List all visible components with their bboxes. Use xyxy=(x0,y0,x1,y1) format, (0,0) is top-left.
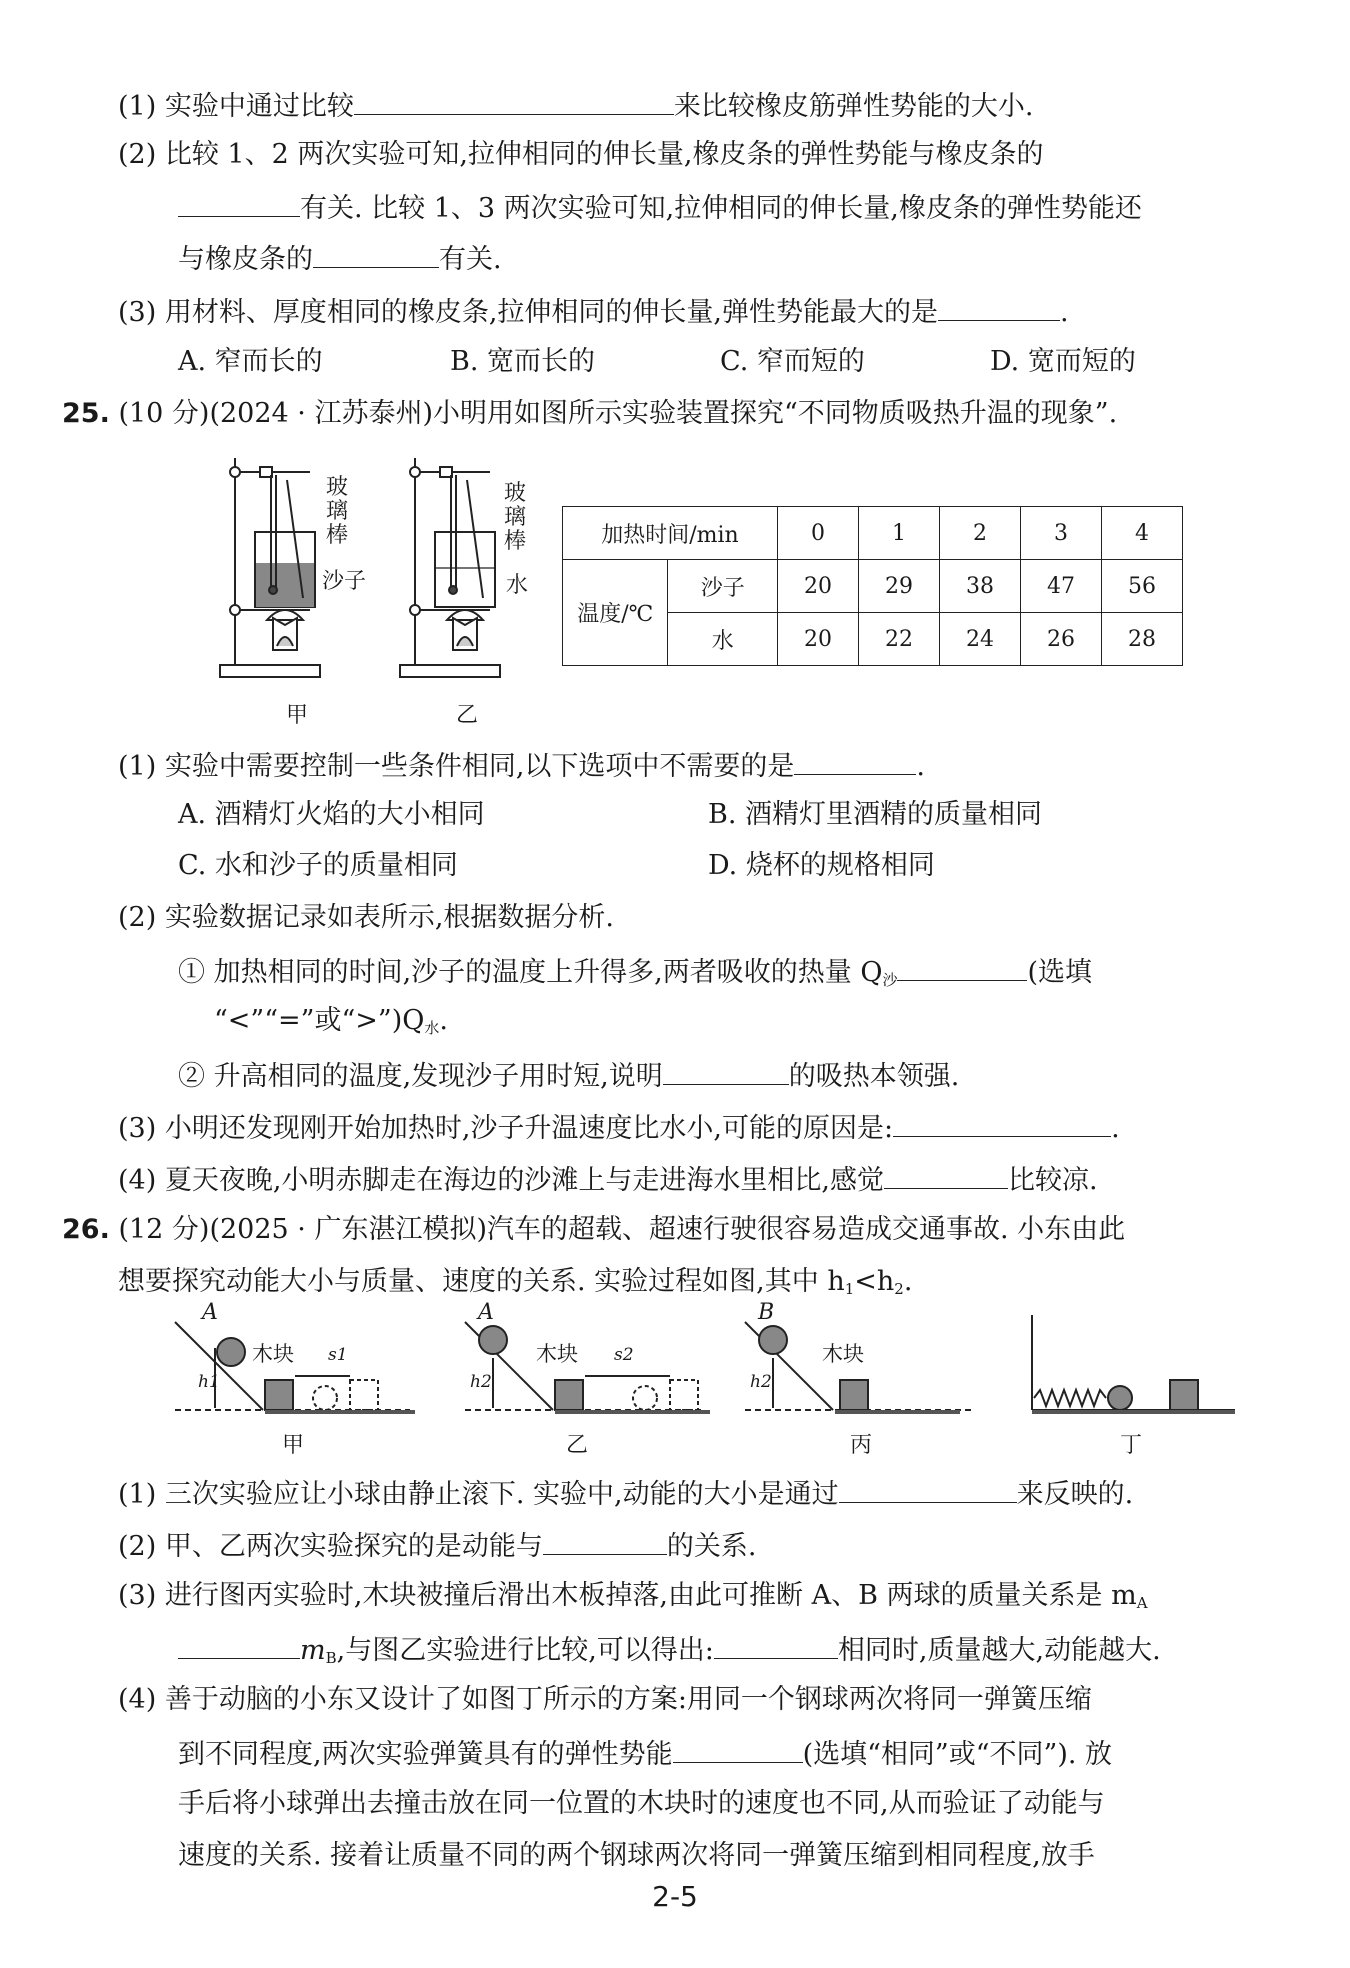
q24-option-c: C. 窄而短的 xyxy=(720,346,865,377)
figure-jia xyxy=(175,1322,415,1412)
q24-part2-line3: 与橡皮条的 有关. xyxy=(178,237,502,280)
q25-blank-1[interactable] xyxy=(794,744,916,775)
label-s2: s2 xyxy=(614,1345,634,1365)
q24-part1: (1) 实验中通过比较 来比较橡皮筋弹性势能的大小. xyxy=(118,84,1033,127)
figure-ding xyxy=(1032,1315,1235,1412)
label-fig-ding: 丁 xyxy=(1120,1433,1143,1458)
q26-part3-line2: $m_B$,与图乙实验进行比较,可以得出: 相同时,质量越大,动能越大. xyxy=(178,1628,1161,1678)
table-header-cell: 2 xyxy=(940,507,1021,560)
label-sand: 沙子 xyxy=(322,569,367,594)
q25-option-a: A. 酒精灯火焰的大小相同 xyxy=(178,799,485,830)
q26-blank-3[interactable] xyxy=(178,1628,300,1659)
apparatus-yi xyxy=(400,458,500,677)
label-s1: s1 xyxy=(328,1345,348,1365)
q25-number: 25. xyxy=(62,398,110,429)
label-block-jia: 木块 xyxy=(252,1342,294,1366)
q25-part1: (1) 实验中需要控制一些条件相同,以下选项中不需要的是 . xyxy=(118,744,925,787)
q24-part2-line2: 有关. 比较 1、3 两次实验可知,拉伸相同的伸长量,橡皮条的弹性势能还 xyxy=(178,186,1142,229)
table-header-cell: 1 xyxy=(859,507,940,560)
table-row-label: 沙子 xyxy=(668,560,778,613)
q26-part4-line2: 到不同程度,两次实验弹簧具有的弹性势能 (选填“相同”或“不同”). 放 xyxy=(178,1732,1112,1775)
q25-part2-2: ② 升高相同的温度,发现沙子用时短,说明 的吸热本领强. xyxy=(178,1054,959,1097)
table-cell: 47 xyxy=(1021,560,1102,613)
q25-option-d: D. 烧杯的规格相同 xyxy=(708,850,935,881)
table-cell: 38 xyxy=(940,560,1021,613)
temperature-table xyxy=(562,506,1183,666)
table-header-cell: 0 xyxy=(778,507,859,560)
table-header-label: 加热时间/min xyxy=(563,507,778,560)
q26-blank-1[interactable] xyxy=(839,1472,1017,1503)
label-h2-bing: h2 xyxy=(750,1372,772,1392)
q26-blank-2[interactable] xyxy=(543,1524,667,1555)
q26-blank-5[interactable] xyxy=(673,1732,803,1763)
q24-blank-1[interactable] xyxy=(354,84,674,115)
table-cell: 22 xyxy=(859,613,940,666)
q25-blank-3[interactable] xyxy=(663,1054,789,1085)
label-jia: 甲 xyxy=(286,703,309,728)
q25-part2: (2) 实验数据记录如表所示,根据数据分析. xyxy=(118,902,614,933)
table-cell: 29 xyxy=(859,560,940,613)
q26-part4: (4) 善于动脑的小东又设计了如图丁所示的方案:用同一个钢球两次将同一弹簧压缩 xyxy=(118,1684,1092,1715)
label-h2-yi: h2 xyxy=(470,1372,492,1392)
label-ball-a-jia: A xyxy=(202,1300,218,1325)
label-yi: 乙 xyxy=(456,703,479,728)
apparatus-jia xyxy=(220,458,320,677)
q25-part3: (3) 小明还发现刚开始加热时,沙子升温速度比水小,可能的原因是: . xyxy=(118,1106,1120,1149)
q25-part4: (4) 夏天夜晚,小明赤脚走在海边的沙滩上与走进海水里相比,感觉 比较凉. xyxy=(118,1158,1098,1201)
q24-option-a: A. 窄而长的 xyxy=(178,346,323,377)
table-cell: 20 xyxy=(778,560,859,613)
label-glass-rod-yi: 玻璃棒 xyxy=(504,481,527,554)
table-cell: 24 xyxy=(940,613,1021,666)
table-row xyxy=(563,560,1183,613)
heating-apparatus-figure xyxy=(215,450,545,730)
label-water: 水 xyxy=(506,573,529,598)
label-h1: h1 xyxy=(198,1372,220,1392)
table-row-label: 水 xyxy=(668,613,778,666)
q26-part4-line3: 手后将小球弹出去撞击放在同一位置的木块时的速度也不同,从而验证了动能与 xyxy=(178,1788,1105,1819)
q26-part2: (2) 甲、乙两次实验探究的是动能与 的关系. xyxy=(118,1524,756,1567)
page-number: 2-5 xyxy=(652,1880,698,1913)
q26-heading-line2: 想要探究动能大小与质量、速度的关系. 实验过程如图,其中 $h_1<h_2$. xyxy=(118,1266,913,1298)
kinetic-energy-figure xyxy=(165,1310,1245,1460)
q26-part4-line4: 速度的关系. 接着让质量不同的两个钢球两次将同一弹簧压缩到相同程度,放手 xyxy=(178,1840,1095,1871)
q26-number: 26. xyxy=(62,1214,110,1245)
table-cell: 28 xyxy=(1102,613,1183,666)
q25-blank-5[interactable] xyxy=(884,1158,1008,1189)
table-cell: 26 xyxy=(1021,613,1102,666)
q26-part3: (3) 进行图丙实验时,木块被撞后滑出木板掉落,由此可推断 A、B 两球的质量关系是 $m_A$ xyxy=(118,1580,1148,1612)
q25-option-c: C. 水和沙子的质量相同 xyxy=(178,850,458,881)
table-temp-label: 温度/℃ xyxy=(563,560,668,666)
q25-blank-4[interactable] xyxy=(893,1106,1111,1137)
table-row xyxy=(563,507,1183,560)
label-fig-bing: 丙 xyxy=(850,1433,873,1458)
q24-blank-3[interactable] xyxy=(313,237,439,268)
q26-part1: (1) 三次实验应让小球由静止滚下. 实验中,动能的大小是通过 来反映的. xyxy=(118,1472,1133,1515)
q25-option-b: B. 酒精灯里酒精的质量相同 xyxy=(708,799,1043,830)
q25-blank-2[interactable] xyxy=(897,950,1027,981)
q25-heading: 25. (10 分)(2024 · 江苏泰州)小明用如图所示实验装置探究“不同物质吸热升温的现象”. xyxy=(62,398,1118,429)
label-glass-rod-jia: 玻璃棒 xyxy=(326,475,349,548)
q25-part2-1: ① 加热相同的时间,沙子的温度上升得多,两者吸收的热量 $Q_沙$ (选填 xyxy=(178,950,1092,1000)
q24-part2: (2) 比较 1、2 两次实验可知,拉伸相同的伸长量,橡皮条的弹性势能与橡皮条的 xyxy=(118,139,1044,170)
q24-option-b: B. 宽而长的 xyxy=(450,346,596,377)
table-header-cell: 4 xyxy=(1102,507,1183,560)
table-cell: 20 xyxy=(778,613,859,666)
table-cell: 56 xyxy=(1102,560,1183,613)
q24-blank-2[interactable] xyxy=(178,186,300,217)
figure-yi xyxy=(465,1322,710,1412)
label-fig-yi: 乙 xyxy=(566,1433,589,1458)
table-header-cell: 3 xyxy=(1021,507,1102,560)
label-fig-jia: 甲 xyxy=(282,1433,305,1458)
label-block-yi: 木块 xyxy=(536,1342,578,1366)
q24-blank-4[interactable] xyxy=(938,290,1060,321)
q24-option-d: D. 宽而短的 xyxy=(990,346,1136,377)
q26-blank-4[interactable] xyxy=(714,1628,838,1659)
q26-heading: 26. (12 分)(2025 · 广东湛江模拟)汽车的超载、超速行驶很容易造成交通事故. 小东由此 xyxy=(62,1214,1126,1245)
q24-part3: (3) 用材料、厚度相同的橡皮条,拉伸相同的伸长量,弹性势能最大的是 . xyxy=(118,290,1069,333)
label-ball-b: B xyxy=(758,1300,775,1325)
label-block-bing: 木块 xyxy=(822,1342,864,1366)
q25-part2-1-line2: “<”“=”或“$>”)Q_水$. xyxy=(214,1005,448,1037)
label-ball-a-yi: A xyxy=(478,1300,494,1325)
